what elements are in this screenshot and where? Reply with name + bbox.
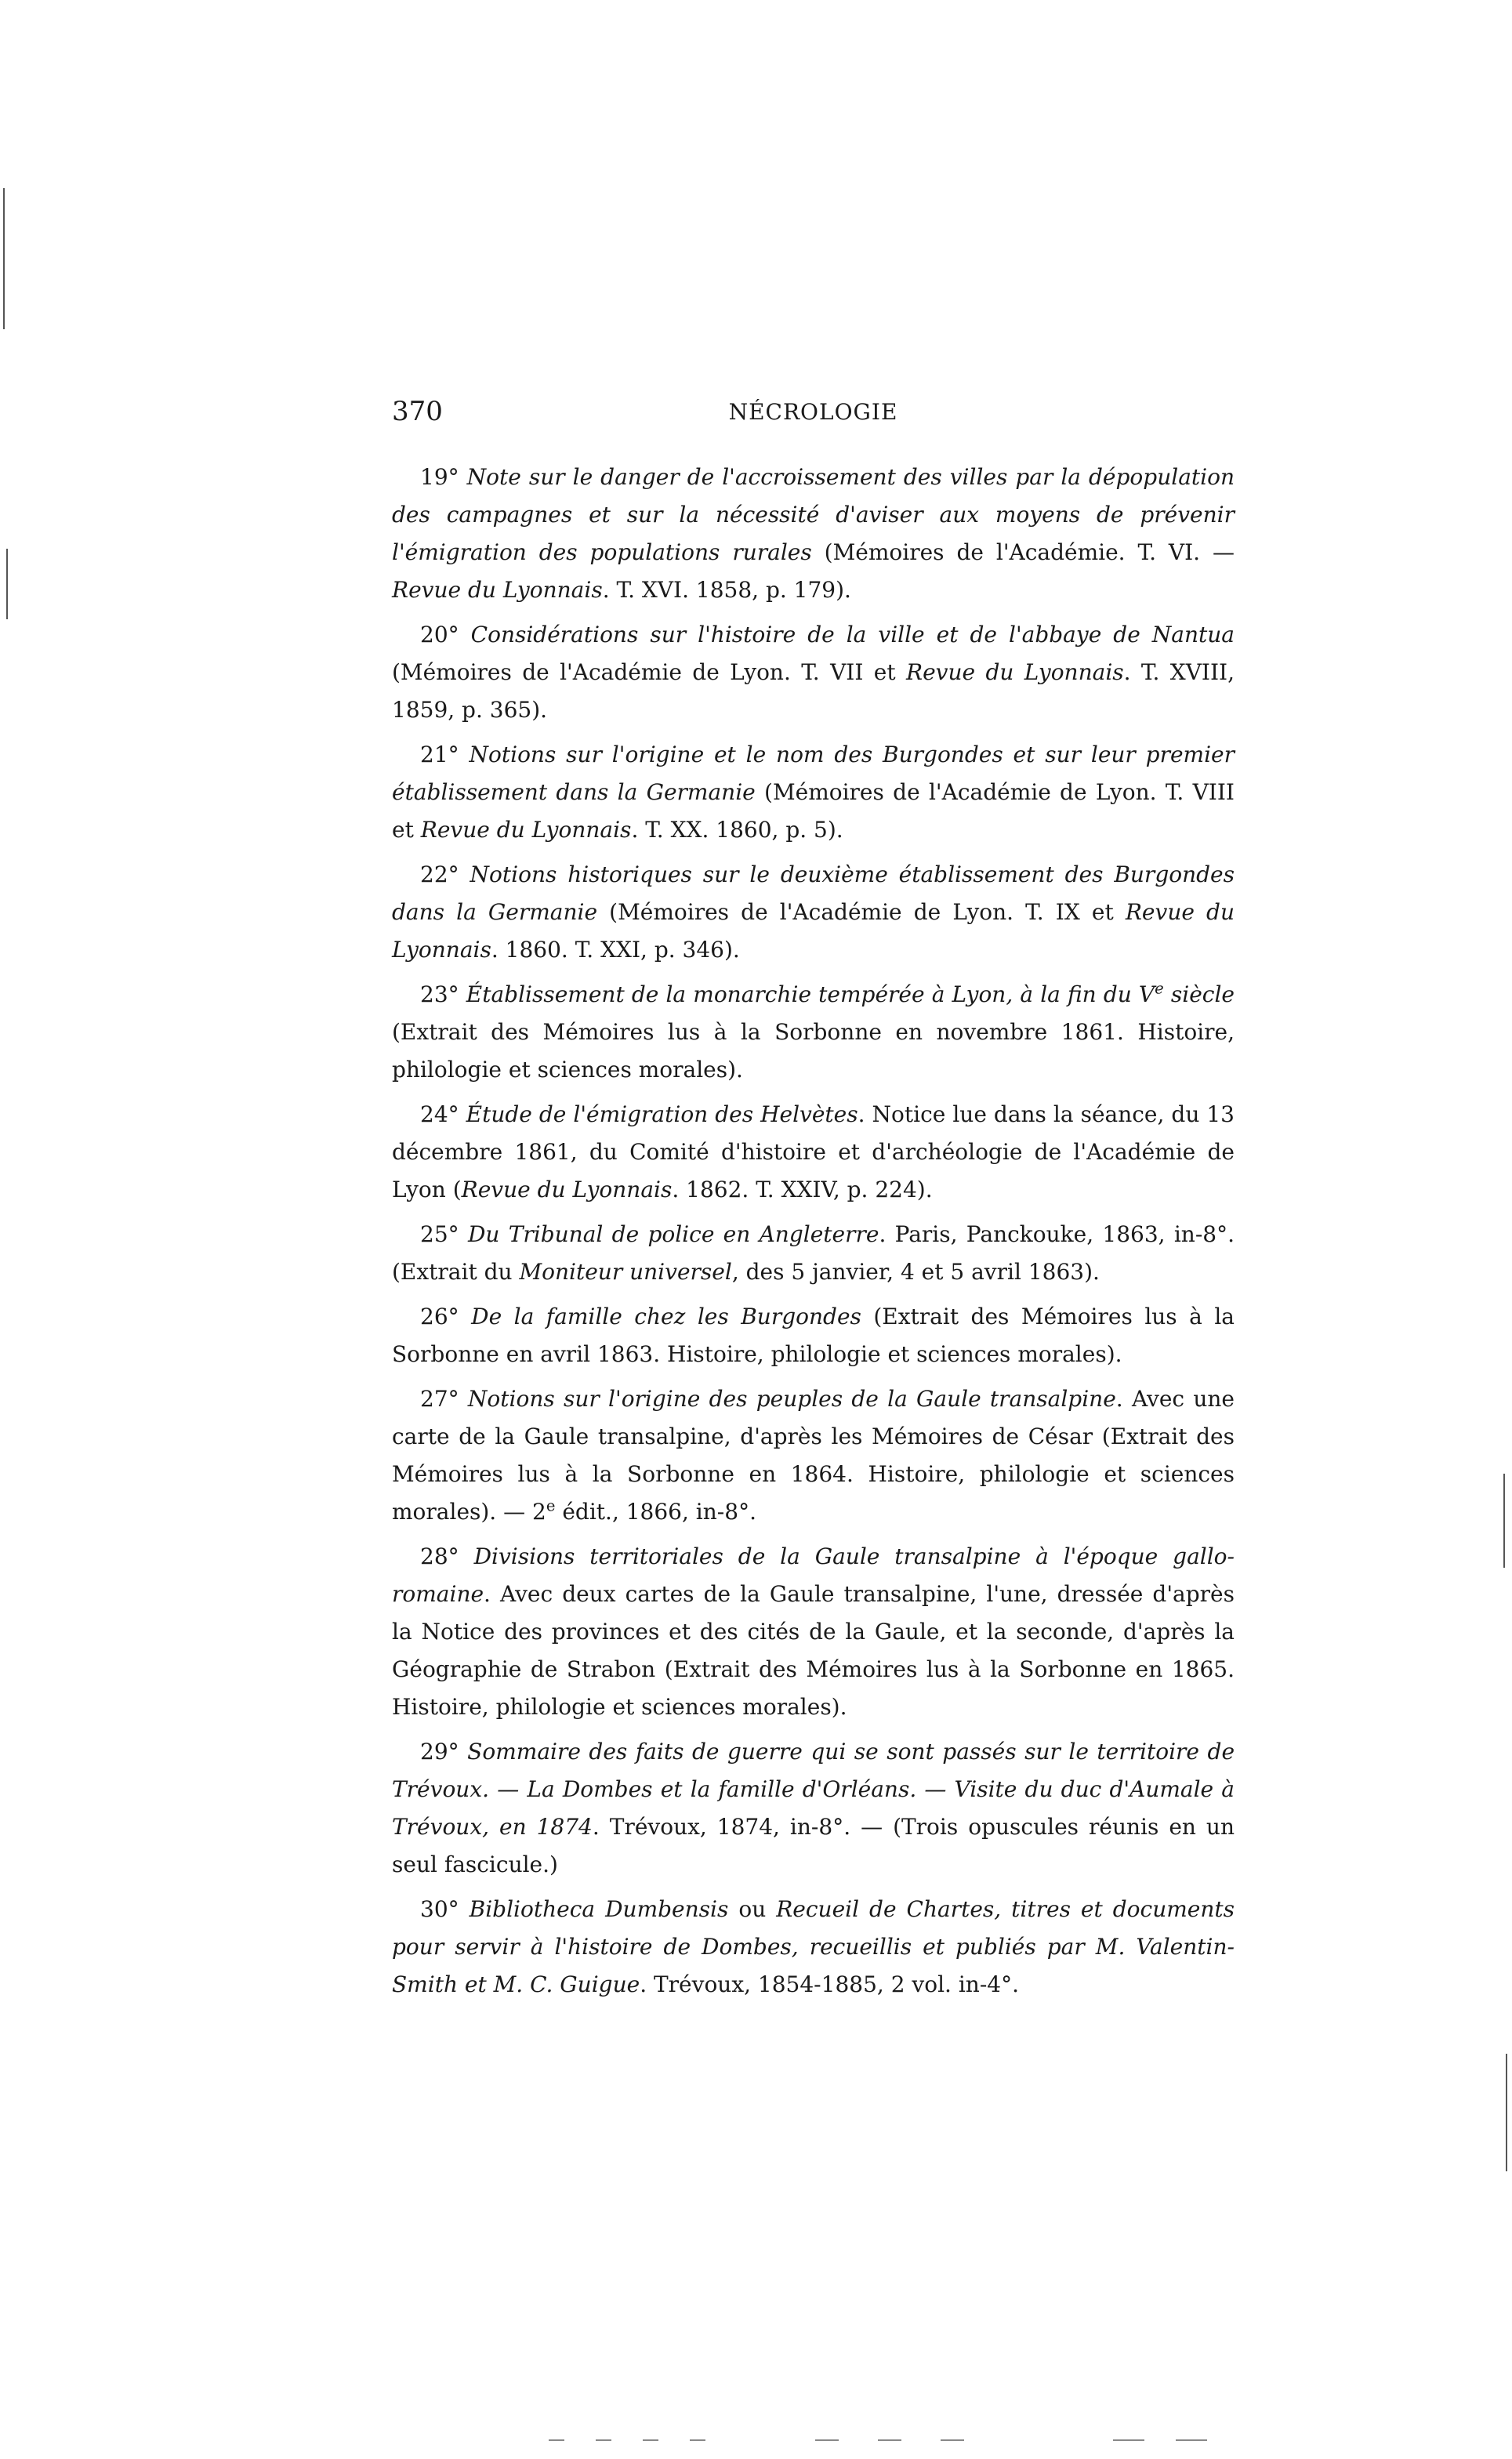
entry-title: Du Tribunal de police en Angleterre [467, 1221, 879, 1247]
entry-text: ou [728, 1896, 777, 1922]
entry-text: . Trévoux, 1854-1885, 2 vol. in-4°. [640, 1971, 1020, 1997]
entry-text: , des 5 janvier, 4 et 5 avril 1863). [731, 1259, 1100, 1285]
scan-dash-line [941, 2439, 964, 2441]
entry-journal: Revue du Lyonnais [392, 577, 603, 603]
entry-number: 27° [420, 1386, 459, 1412]
entry-title [466, 981, 1235, 1007]
bibliography-entry-29 [392, 1733, 1235, 1884]
entry-text: (Mémoires de l'Académie de Lyon. T. VIII et [392, 779, 1235, 843]
bibliography-entry-21 [392, 736, 1235, 849]
entry-title-end: siècle [1163, 981, 1235, 1007]
entry-text: . T. XVIII, 1859, p. 365). [392, 659, 1235, 723]
entry-title: Notions sur l'origine et le nom des Burgondes et sur leur premier établissement dans la Germanie [392, 742, 1235, 805]
book-page [392, 396, 1235, 2011]
entry-text-superscript: e [546, 1496, 556, 1515]
bibliography-entry-25 [392, 1216, 1235, 1291]
bibliography-list [392, 459, 1235, 2004]
scan-edge-mark [1506, 2054, 1507, 2171]
entry-text: . 1860. T. XXI, p. 346). [491, 937, 740, 963]
bibliography-entry-23 [392, 976, 1235, 1089]
entry-number: 20° [420, 622, 459, 647]
page-header [392, 396, 1235, 443]
entry-number: 23° [420, 981, 459, 1007]
bibliography-entry-28 [392, 1538, 1235, 1726]
scan-dash-line [643, 2439, 658, 2441]
entry-text: (Extrait des Mémoires lus à la Sorbonne en avril 1863. Histoire, philologie et sciences morales). [392, 1304, 1235, 1367]
entry-text-end: édit., 1866, in-8°. [555, 1499, 756, 1525]
entry-text: . Avec une carte de la Gaule transalpine, d'après les Mémoires de César (Extrait des Mémoires lus à la Sorbonne en 1864. Histoire, philologie et sciences morales). — 2 [392, 1386, 1235, 1525]
entry-title-superscript: e [1155, 979, 1164, 998]
entry-title-text: Établissement de la monarchie tempérée à Lyon, à la fin du V [466, 981, 1155, 1007]
entry-journal: Revue du Lyonnais [906, 659, 1124, 685]
entry-number: 30° [420, 1896, 459, 1922]
entry-journal: Revue du Lyonnais [461, 1177, 673, 1202]
scan-edge-mark [6, 549, 8, 619]
entry-text: . Notice lue dans la séance, du 13 décembre 1861, du Comité d'histoire et d'archéologie de l'Académie de Lyon ( [392, 1101, 1235, 1202]
entry-number: 25° [420, 1221, 459, 1247]
entry-text: (Mémoires de l'Académie de Lyon. T. IX et [597, 899, 1126, 925]
scan-dash-line [878, 2439, 901, 2441]
entry-title: Note sur le danger de l'accroissement des villes par la dépopulation des campagnes et sur la nécessité d'aviser aux moyens de prévenir l'émigration des populations rurales [392, 464, 1235, 565]
entry-text: . 1862. T. XXIV, p. 224). [672, 1177, 933, 1202]
page-number: 370 [392, 396, 443, 427]
entry-number: 19° [420, 464, 459, 490]
entry-title: Sommaire des faits de guerre qui se sont passés sur le territoire de Trévoux. — La Dombes et la famille d'Orléans. — Visite du duc d'Aumale à Trévoux, en 1874 [392, 1739, 1235, 1840]
bibliography-entry-26 [392, 1298, 1235, 1373]
entry-title: Notions historiques sur le deuxième établissement des Burgondes dans la Germanie [392, 861, 1235, 925]
entry-text: (Mémoires de l'Académie. T. VI. — [811, 539, 1235, 565]
entry-text: . Avec deux cartes de la Gaule transalpine, l'une, dressée d'après la Notice des provinces et des cités de la Gaule, et la seconde, d'après la Géographie de Strabon (Extrait des Mémoires lus à la Sorbonne en 1865. Histoire, philologie et sciences morales). [392, 1581, 1235, 1720]
scan-dash-line [690, 2439, 705, 2441]
entry-number: 22° [420, 861, 459, 887]
bibliography-entry-22 [392, 856, 1235, 969]
scan-dash-line [549, 2439, 564, 2441]
entry-number: 26° [420, 1304, 459, 1329]
entry-text: (Extrait des Mémoires lus à la Sorbonne en novembre 1861. Histoire, philologie et sciences morales). [392, 1019, 1235, 1083]
entry-journal: Moniteur universel [519, 1259, 732, 1285]
entry-text: . Paris, Panckouke, 1863, in-8°. (Extrait du [392, 1221, 1235, 1285]
bibliography-entry-24 [392, 1096, 1235, 1209]
entry-text: . Trévoux, 1874, in-8°. — (Trois opuscules réunis en un seul fascicule.) [392, 1814, 1235, 1877]
entry-title: De la famille chez les Burgondes [471, 1304, 861, 1329]
entry-number: 28° [420, 1543, 459, 1569]
entry-title: Considérations sur l'histoire de la ville et de l'abbaye de Nantua [470, 622, 1235, 647]
entry-text: . T. XX. 1860, p. 5). [631, 817, 843, 843]
entry-title: Notions sur l'origine des peuples de la Gaule transalpine [467, 1386, 1116, 1412]
scan-dash-line [1113, 2439, 1144, 2441]
entry-journal: Recueil de Chartes, titres et documents pour servir à l'histoire de Dombes, recueillis et publiés par M. Valentin-Smith et M. C. Guigue [392, 1896, 1235, 1997]
entry-title: Bibliotheca Dumbensis [469, 1896, 729, 1922]
entry-title: Divisions territoriales de la Gaule transalpine à l'époque gallo-romaine [392, 1543, 1235, 1607]
scan-dash-line [596, 2439, 611, 2441]
entry-number: 24° [420, 1101, 459, 1127]
entry-text: . T. XVI. 1858, p. 179). [602, 577, 851, 603]
entry-number: 29° [420, 1739, 459, 1764]
entry-journal: Revue du Lyonnais [420, 817, 632, 843]
entry-title: Étude de l'émigration des Helvètes [466, 1101, 858, 1127]
scan-dash-line [1176, 2439, 1207, 2441]
entry-text: (Mémoires de l'Académie de Lyon. T. VII et [392, 659, 906, 685]
entry-number: 21° [420, 742, 459, 767]
running-title: NÉCROLOGIE [728, 399, 898, 425]
bibliography-entry-20 [392, 616, 1235, 729]
scan-edge-mark [1503, 1474, 1505, 1568]
bibliography-entry-19 [392, 459, 1235, 609]
entry-journal: Revue du Lyonnais [392, 899, 1235, 963]
bibliography-entry-27 [392, 1380, 1235, 1531]
scan-edge-mark [3, 188, 5, 329]
scan-dash-line [815, 2439, 839, 2441]
bibliography-entry-30 [392, 1891, 1235, 2004]
